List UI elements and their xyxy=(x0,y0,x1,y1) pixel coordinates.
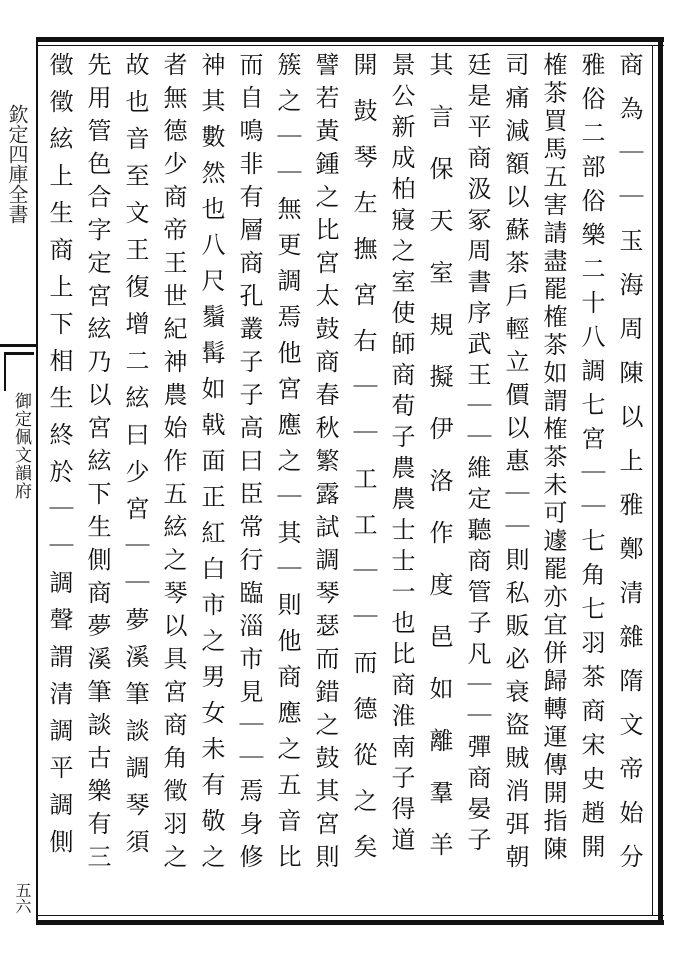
text-column: 廷是平商汲冢周書序武王｜｜維定聽商管子凡｜｜彈商晏子 xyxy=(463,52,491,858)
text-column: 者無德少商帝王世紀神農始作五絃之琴以具宮商角徵羽之 xyxy=(159,52,187,877)
text-column: 先用管色合字定宮絃乃以宮絃下生側商夢溪筆談古樂有三 xyxy=(83,52,111,877)
running-head: 欽定四庫全書 xyxy=(5,104,29,224)
text-column: 其言保天室規擬伊洛作度邑如離羣羊 xyxy=(425,52,453,884)
text-column: 開鼓琴左撫宮右｜｜工工｜｜而德從之矣 xyxy=(349,52,377,880)
text-column: 雅俗二部俗樂二十八調七宮｜｜七角七羽茶商宋史趙開 xyxy=(577,52,605,868)
text-column: 商為｜｜玉海周陳以上雅鄭清雜隋文帝始分 xyxy=(615,52,643,888)
book-title: 御定佩文韻府 xyxy=(11,392,31,500)
frame-top-rule xyxy=(36,37,664,42)
text-column: 景公新成柏寢之室使師商荀子農農士士一也比商淮南子得道 xyxy=(387,52,415,858)
frame-right-rule xyxy=(658,37,663,925)
fore-edge-margin xyxy=(0,52,36,912)
frame-top-inner-rule xyxy=(36,45,664,46)
margin-divider xyxy=(0,344,36,347)
frame-bottom-inner-rule xyxy=(36,915,664,916)
text-column: 而自鳴非有層商孔叢子子高曰臣常行臨淄市見｜｜焉身修 xyxy=(235,52,263,877)
text-column: 榷茶買馬五害請盡罷榷茶如謂榷茶未可遽罷亦宜併歸轉運傳開指陳 xyxy=(539,52,567,864)
page-number: 五六 xyxy=(13,882,32,914)
text-column: 譬若黃鍾之比宮太鼓商春秋繁露試調琴瑟而錯之鼓其宮則 xyxy=(311,52,339,877)
text-column: 神其數然也八尺鬚髯如戟面正紅白市之男女未有敬之 xyxy=(197,52,225,880)
frame-left-rule xyxy=(36,37,38,925)
frame-right-inner-rule xyxy=(652,45,653,915)
text-column: 簇之｜｜無更調焉他宮應之｜其｜則他商應之五音比 xyxy=(273,52,301,880)
text-column: 司痛減額以蘇茶戶輕立價以惠｜｜則私販必衰盜賊消弭朝 xyxy=(501,52,529,877)
frame-bottom-rule xyxy=(36,920,664,925)
text-column: 故也音至文王復增二絃曰少宮｜｜夢溪筆談調琴須 xyxy=(121,52,149,866)
fishtail-bracket xyxy=(4,352,34,391)
text-column: 徵徵絃上生商上下相生終於｜｜調聲謂清調平調側 xyxy=(45,52,73,866)
